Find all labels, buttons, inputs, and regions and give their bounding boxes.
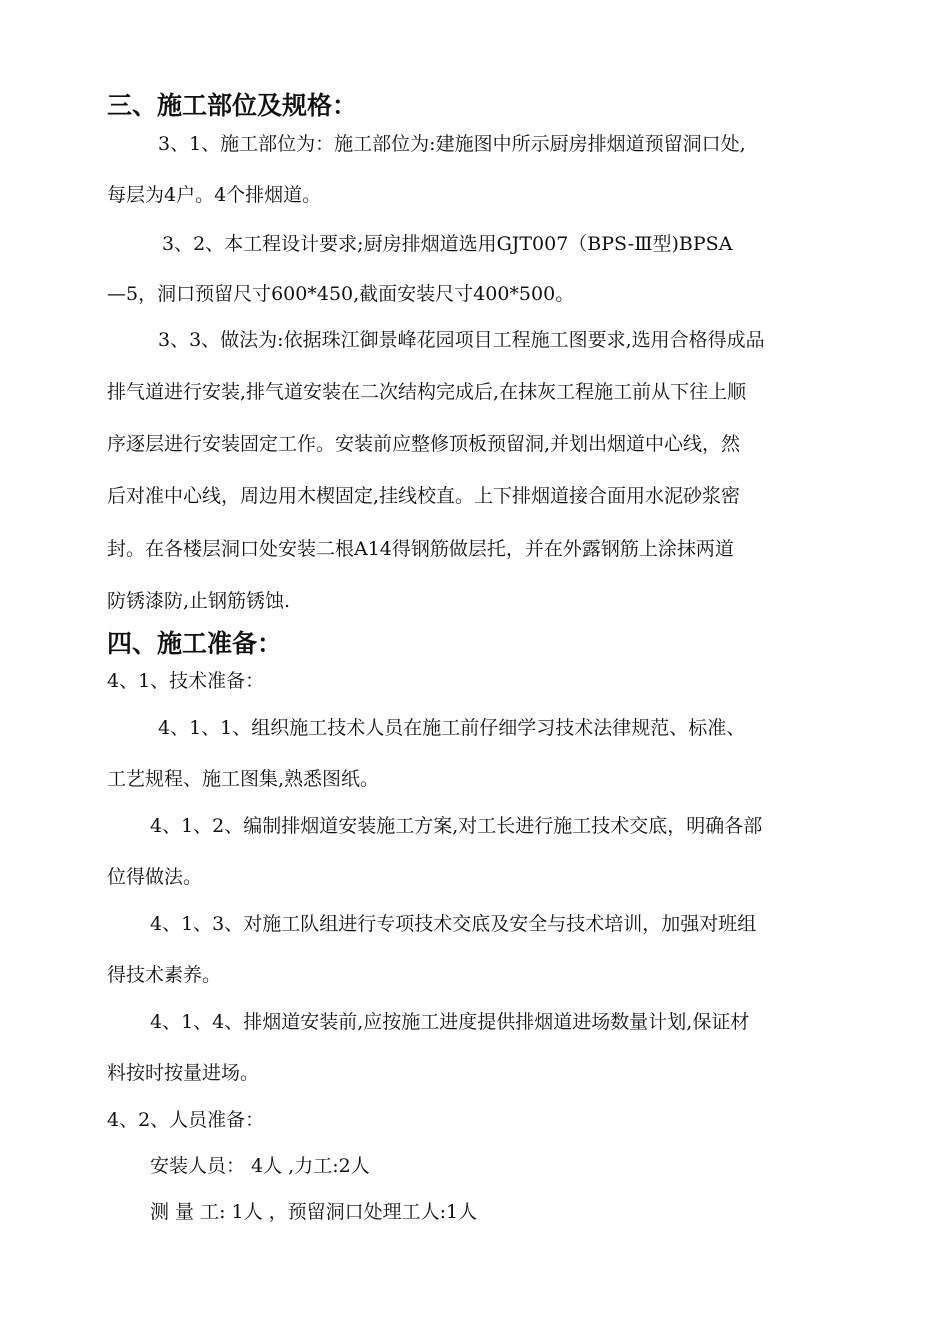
paragraph-4-1-2-line-1: 4、1、2、编制排烟道安装施工方案,对工长进行施工技术交底，明确各部 [150, 815, 763, 837]
paragraph-4-1-3-line-1: 4、1、3、对施工队组进行专项技术交底及安全与技术培训，加强对班组 [150, 913, 757, 935]
paragraph-4-1-3-line-2: 得技术素养。 [107, 964, 222, 986]
paragraph-3-2-line-2: —5，洞口预留尺寸600*450,截面安装尺寸400*500。 [107, 283, 575, 305]
subsection-4-2-title: 4、2、人员准备： [107, 1109, 265, 1131]
paragraph-3-2-line-1: 3、2、本工程设计要求;厨房排烟道选用GJT007（BPS-Ⅲ型)BPSA [162, 233, 733, 255]
paragraph-3-3-line-4: 后对准中心线，周边用木楔固定,挂线校直。上下排烟道接合面用水泥砂浆密 [107, 485, 741, 507]
section-3-heading: 三、施工部位及规格： [107, 91, 358, 120]
paragraph-3-3-line-1: 3、3、做法为:依据珠江御景峰花园项目工程施工图要求,选用合格得成品 [158, 329, 765, 351]
subsection-4-1-title: 4、1、技术准备： [107, 670, 265, 692]
staffing-line-1: 安装人员： 4人 ,力工:2人 [150, 1155, 370, 1177]
staffing-line-2: 测 量 工: 1人 ，预留洞口处理工人:1人 [150, 1201, 478, 1223]
paragraph-3-3-line-5: 封。在各楼层洞口处安装二根A14得钢筋做层托，并在外露钢筋上涂抹两道 [107, 538, 734, 560]
paragraph-4-1-1-line-2: 工艺规程、施工图集,熟悉图纸。 [107, 768, 380, 790]
paragraph-3-1-line-2: 每层为4户。4个排烟道。 [107, 184, 322, 206]
paragraph-4-1-4-line-2: 料按时按量进场。 [107, 1062, 260, 1084]
paragraph-4-1-4-line-1: 4、1、4、排烟道安装前,应按施工进度提供排烟道进场数量计划,保证材 [150, 1011, 750, 1033]
section-4-heading: 四、施工准备： [107, 629, 283, 658]
paragraph-3-3-line-3: 序逐层进行安装固定工作。安装前应整修顶板预留洞,并划出烟道中心线，然 [107, 433, 741, 455]
paragraph-3-3-line-2: 排气道进行安装,排气道安装在二次结构完成后,在抹灰工程施工前从下往上顺 [107, 381, 747, 403]
paragraph-4-1-2-line-2: 位得做法。 [107, 866, 203, 888]
paragraph-3-3-line-6: 防锈漆防,止钢筋锈蚀. [107, 590, 291, 612]
paragraph-4-1-1-line-1: 4、1、1、组织施工技术人员在施工前仔细学习技术法律规范、标准、 [158, 717, 746, 739]
paragraph-3-1-line-1: 3、1、施工部位为：施工部位为:建施图中所示厨房排烟道预留洞口处, [158, 133, 746, 155]
